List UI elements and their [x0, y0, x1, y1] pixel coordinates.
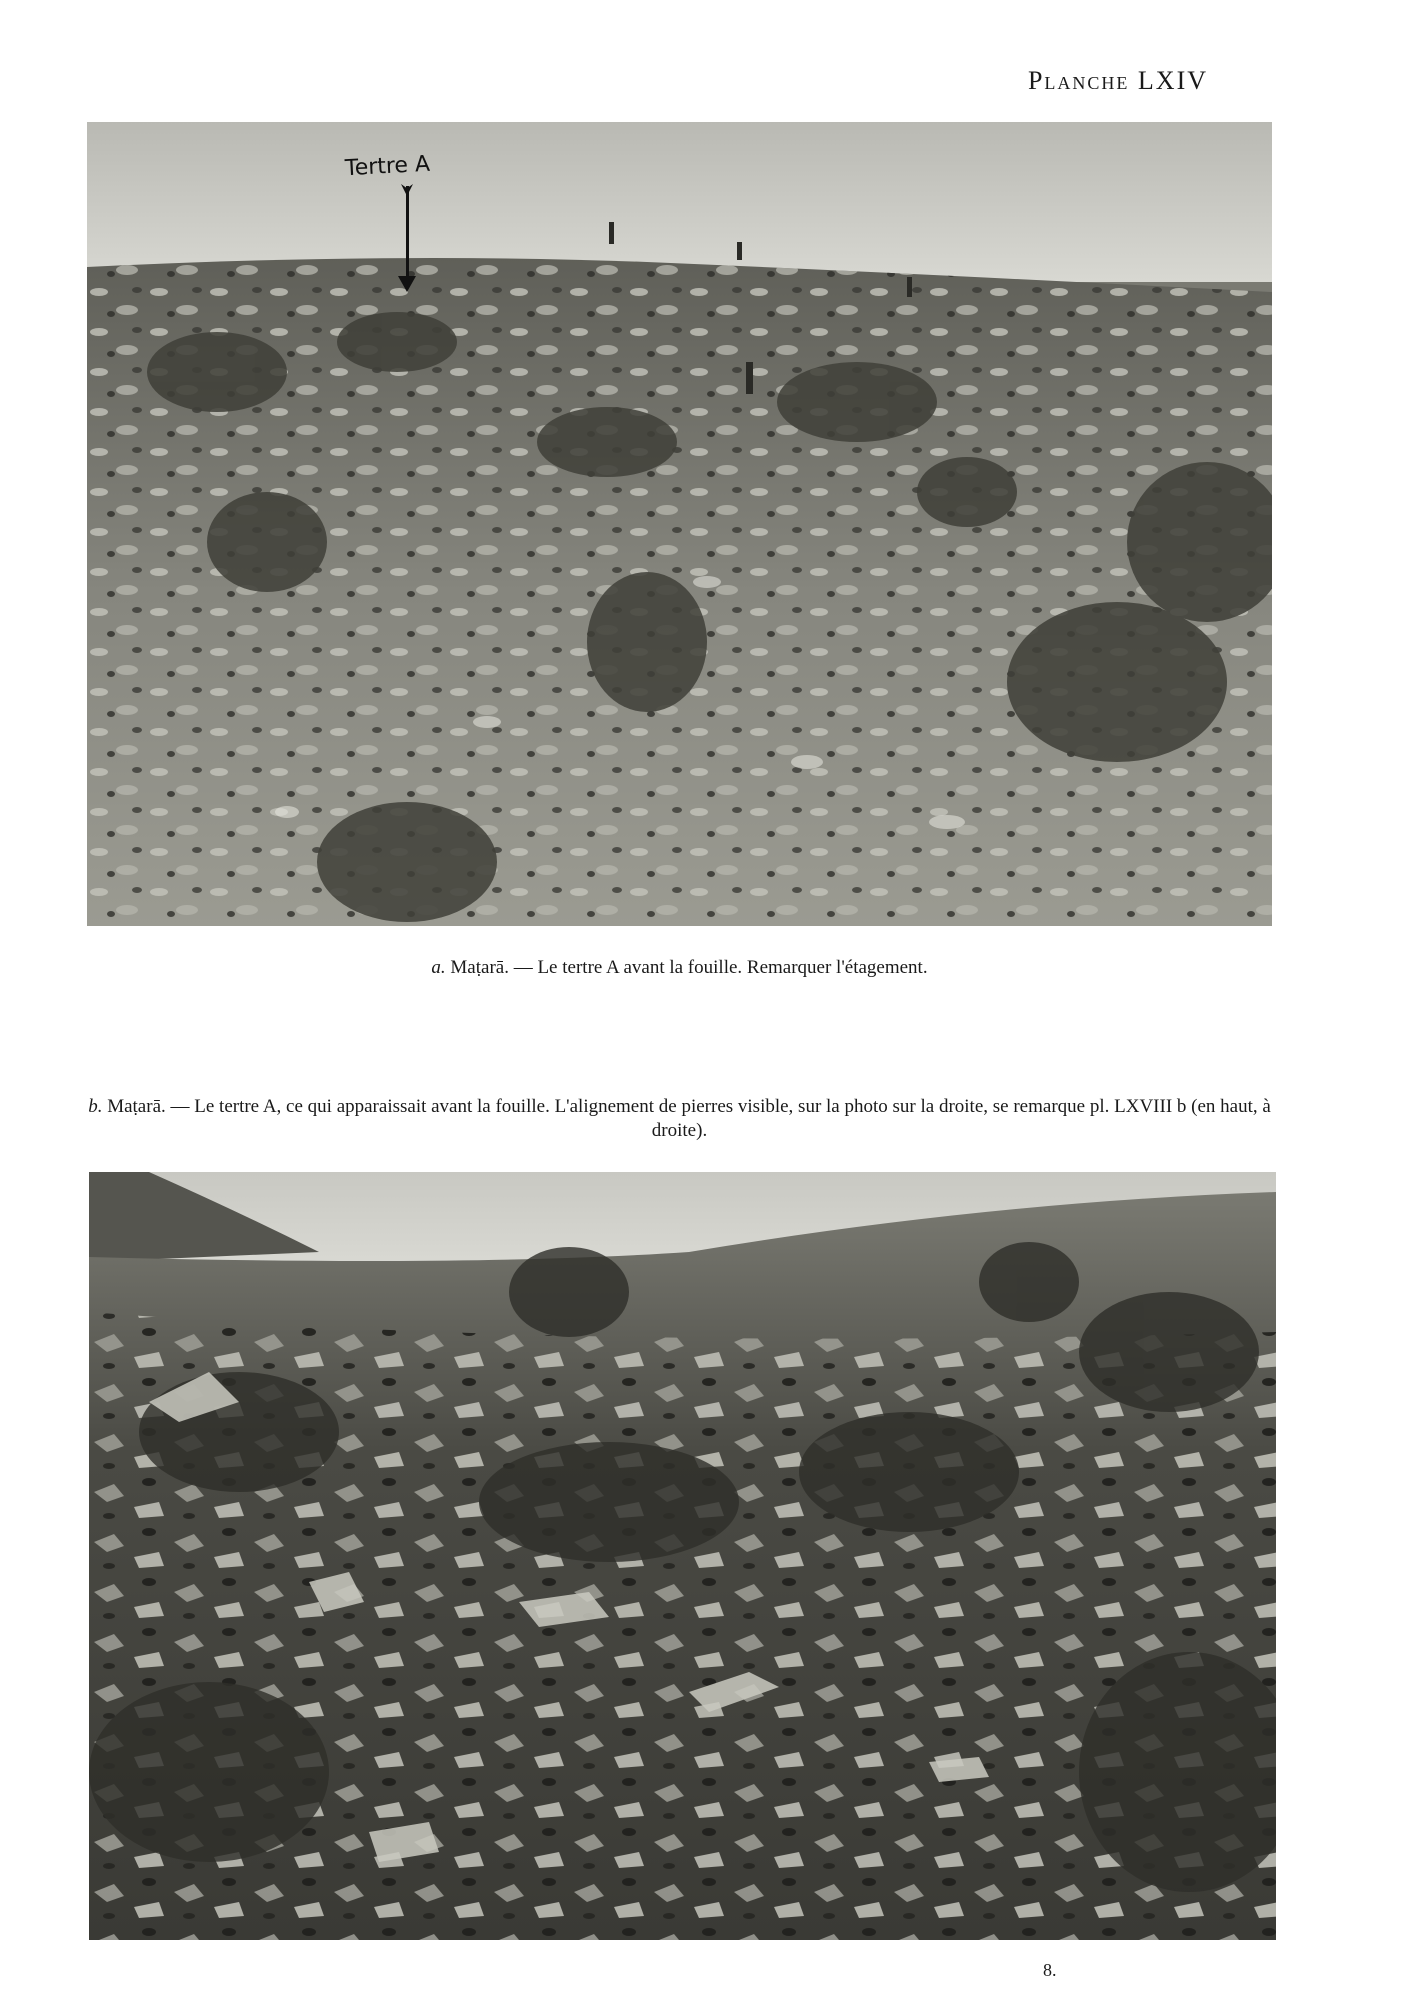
- caption-a-text: Maṭarā. — Le tertre A avant la fouille. Remarquer l'étagement.: [445, 957, 928, 978]
- folio-number: 8.: [1043, 1960, 1057, 1980]
- arrow-down-icon: [398, 276, 416, 292]
- photo-tertre-a-before-excavation: [87, 122, 1272, 926]
- photo-tertre-a-stone-alignment: [89, 1172, 1276, 1940]
- photo-b-image: [89, 1172, 1276, 1940]
- caption-a: [87, 956, 1272, 980]
- caption-a-letter: a.: [431, 957, 446, 978]
- caption-b-letter: b.: [88, 1096, 103, 1117]
- caption-b-text: Maṭarā. — Le tertre A, ce qui apparaissait avant la fouille. L'alignement de pierres visible, sur la photo sur la droite, se remarque pl. LXVIII b (en haut, à droite).: [102, 1096, 1271, 1141]
- arrow-shaft: [406, 186, 409, 286]
- annotation-tertre-a: Tertre A: [344, 151, 431, 182]
- photo-a-image: [87, 122, 1272, 926]
- plate-number: Planche LXIV: [1027, 66, 1208, 95]
- caption-b: [87, 1095, 1272, 1143]
